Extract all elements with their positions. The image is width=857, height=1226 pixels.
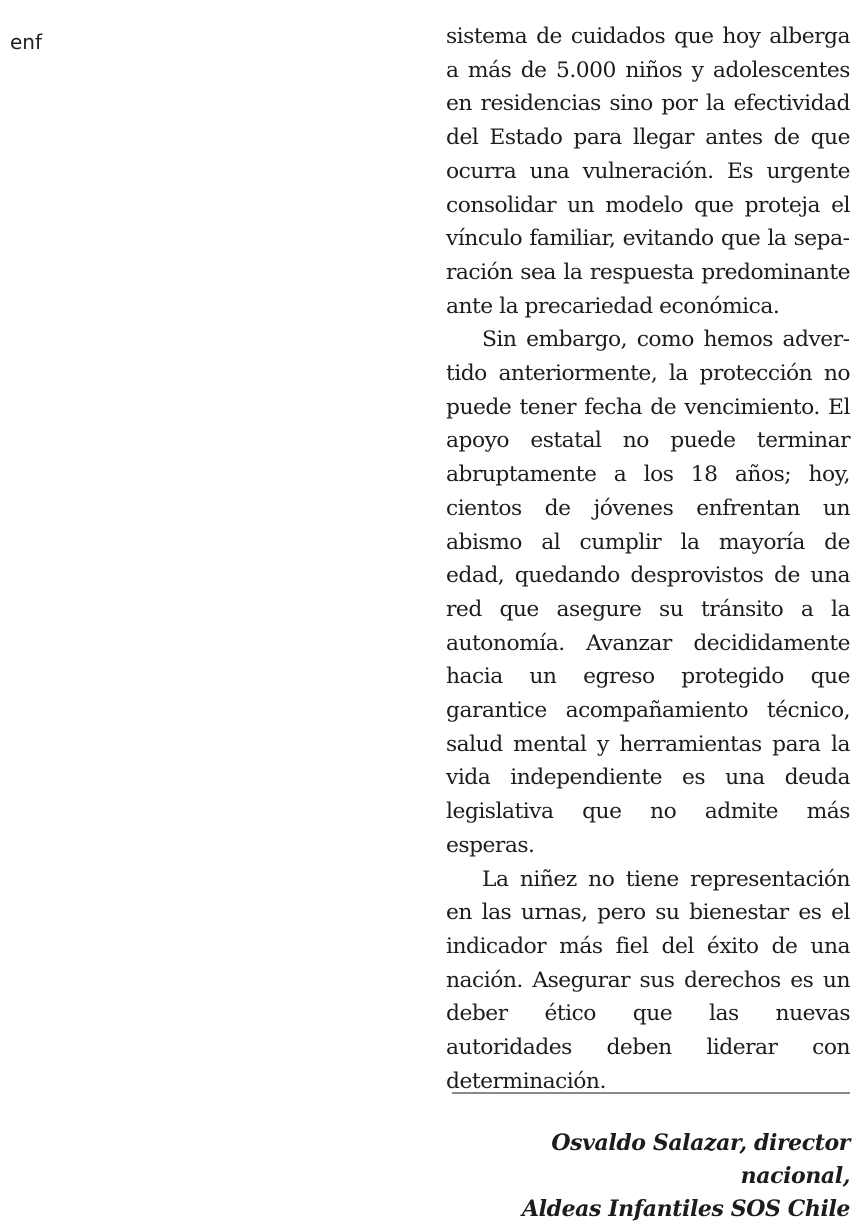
- margin-note: enf: [10, 30, 43, 54]
- signature-organization-line: Aldeas Infantiles SOS Chile: [521, 1195, 850, 1222]
- article-paragraph-3: La niñez no tiene representación en las urnas, pero su bienestar es el indicador más fiel del éxito de una nación. Asegurar sus derechos es un deber ético que las nuevas autoridades deben liderar con determinación.: [446, 866, 850, 1094]
- article-paragraph-1: sistema de cuidados que hoy alberga a más de 5.000 niños y adolescentes en residencias sino por la efectividad del Estado para llegar antes de que ocurra una vulneración. Es urgente consolidar un modelo que proteja el vínculo familiar, evitando que la separación sea la respuesta predominante ante la precariedad económica.: [446, 24, 850, 319]
- signature-author-line: Osvaldo Salazar, director nacional,: [551, 1129, 850, 1189]
- article-paragraph-2: Sin embargo, como hemos advertido anteriormente, la protección no puede tener fecha de vencimiento. El apoyo estatal no puede terminar abruptamente a los 18 años; hoy, cientos de jóvenes enfrentan un abismo al cumplir la mayoría de edad, quedando desprovistos de una red que asegure su tránsito a la autonomía. Avanzar decididamente hacia un egreso protegido que garantice acompañamiento técnico, salud mental y herramientas para la vida independiente es una deuda legislativa que no admite más esperas.: [446, 327, 850, 858]
- author-signature: [446, 1127, 850, 1226]
- article-column: [446, 20, 850, 1226]
- bottom-divider: [452, 1092, 850, 1094]
